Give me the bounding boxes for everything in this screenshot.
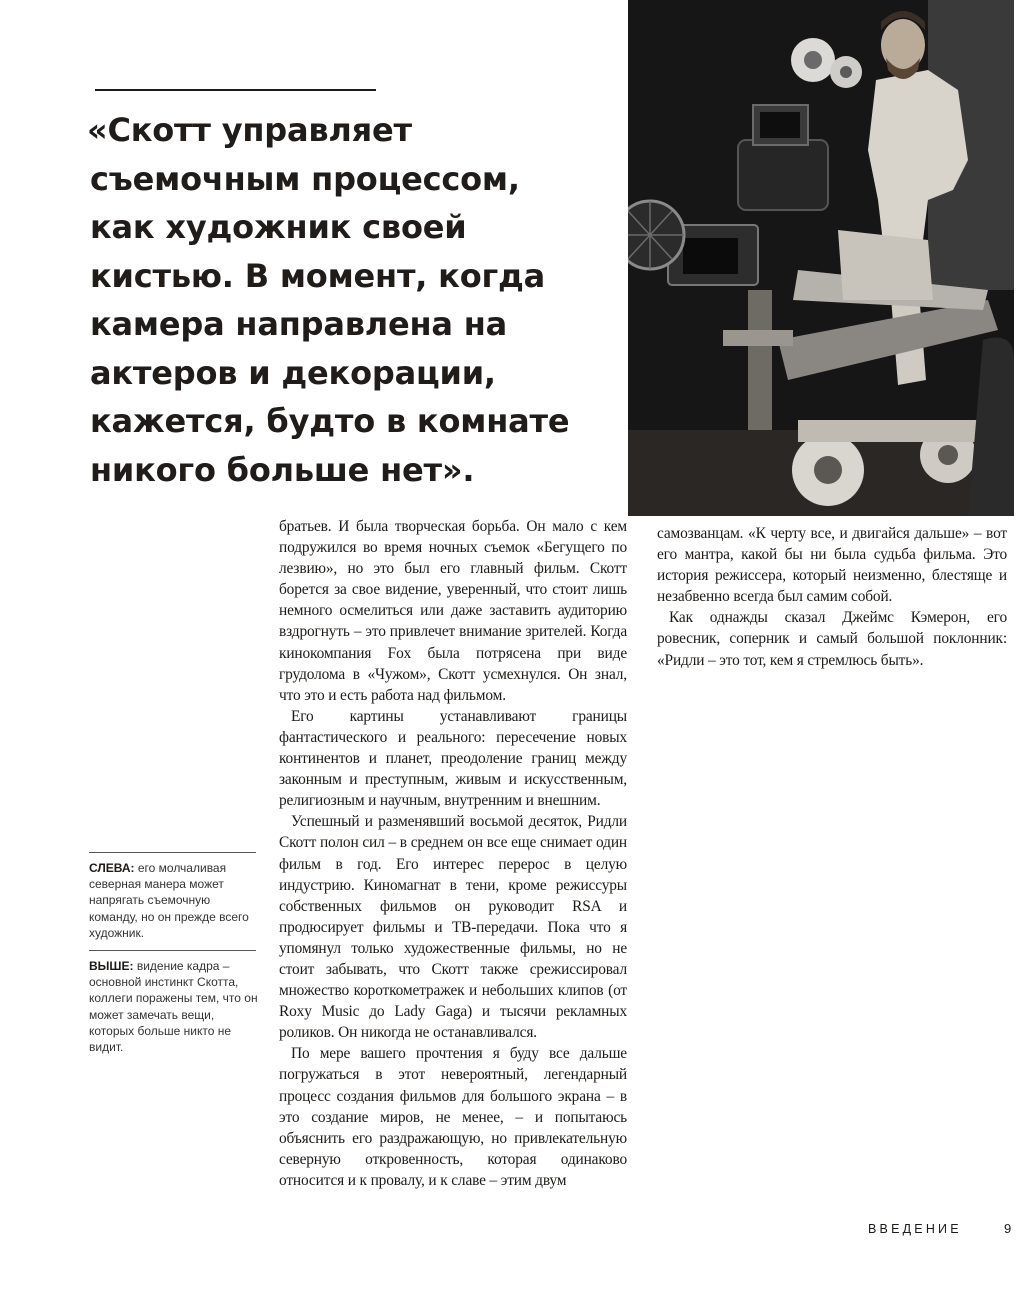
page-number: 9: [1004, 1221, 1012, 1236]
pull-quote-line: кистью. В момент, когда: [90, 256, 546, 295]
caption-left: [89, 860, 259, 941]
caption-text: видение кадра – основной инстинкт Скотта, коллеги поражены тем, что он может замечать вещи, которых больше никто не видит.: [89, 959, 258, 1055]
body-paragraph: братьев. И была творческая борьба. Он мало с кем подружился во время ночных съемок «Бегущего по лезвию», но это был его главный фильм. Скотт борется за свое видение, уверенный, что стоит лишь немного осмелиться или даже заставить аудиторию вздрогнуть – это привлечет внимание зрителей. Когда кинокомпания Fox была потрясена при виде грудолома в «Чужом», Скотт усмехнулся. Он знал, что это и есть работа над фильмом.: [279, 518, 627, 704]
caption-lead: СЛЕВА:: [89, 861, 135, 875]
pull-quote-line: «Скотт управляет: [87, 111, 412, 149]
pull-quote-line: актеров и декорации,: [90, 353, 496, 392]
pull-quote-rule: [95, 89, 376, 91]
pull-quote: [87, 106, 587, 494]
body-column-center: [279, 516, 627, 1191]
photo-illustration: [628, 0, 1014, 516]
running-footer-section: ВВЕДЕНИЕ: [868, 1222, 962, 1236]
caption-lead: ВЫШЕ:: [89, 959, 134, 973]
body-paragraph: Успешный и разменявший восьмой десяток, Ридли Скотт полон сил – в среднем он все еще снимает один фильм в год. Его интерес перерос в целую индустрию. Киномагнат в тени, кроме режиссуры собственных фильмов он руководит RSA и продюсирует фильмы и ТВ-передачи. Пока что я упомянул только художественные фильмы, но не стоит забывать, что Скотт также срежиссировал множество короткометражек и небольших клипов (от Roxy Music до Lady Gaga) и тысячи рекламных роликов. Он никогда не останавливался.: [279, 813, 627, 1042]
pull-quote-line: кажется, будто в комнате: [90, 402, 570, 440]
caption-rule: [89, 950, 256, 951]
body-paragraph: Как однажды сказал Джеймс Кэмерон, его ровесник, соперник и самый большой поклонник: «Ридли – это тот, кем я стремлюсь быть».: [657, 609, 1007, 669]
caption-rule: [89, 852, 256, 853]
pull-quote-line: съемочным процессом,: [90, 159, 520, 198]
body-paragraph: По мере вашего прочтения я буду все дальше погружаться в этот невероятный, легендарный процесс создания фильмов для большого экрана – в это создание миров, не менее, – и попытаюсь объяснить его раздражающую, но привлекательную северную откровенность, которая одинаково относится и к провалу, и к славе – этим двум: [279, 1045, 627, 1189]
director-with-camera-photo: [628, 0, 1014, 516]
body-paragraph: самозванцам. «К черту все, и двигайся дальше» – вот его мантра, какой бы ни была судьба фильма. Это история режиссера, который неизменно, блестяще и незабвенно всегда был самим собой.: [657, 525, 1007, 606]
pull-quote-line: как художник своей: [90, 208, 467, 246]
body-paragraph: Его картины устанавливают границы фантастического и реального: пересечение новых континентов и планет, преодоление границ между законным и преступным, живым и искусственным, религиозным и научным, внутренним и внешним.: [279, 707, 627, 810]
pull-quote-line: никого больше нет».: [90, 450, 475, 489]
pull-quote-line: камера направлена на: [90, 305, 508, 343]
body-column-right: [657, 523, 1007, 671]
caption-above: [89, 958, 259, 1055]
caption-text: его молчаливая северная манера может напрягать съемочную команду, но он прежде всего художник.: [89, 861, 249, 940]
